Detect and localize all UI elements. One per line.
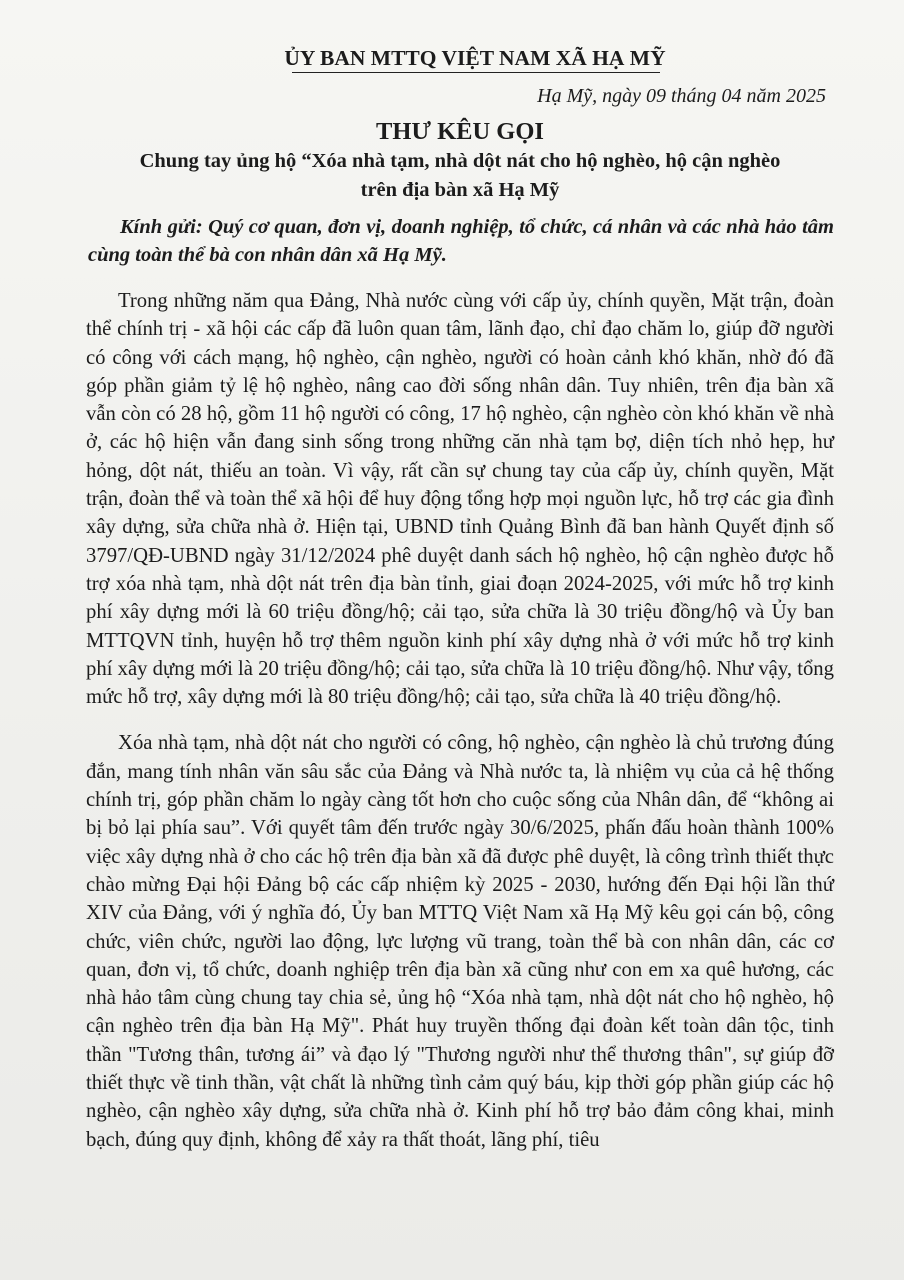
organization-header: ỦY BAN MTTQ VIỆT NAM XÃ HẠ MỸ: [284, 46, 666, 70]
header-underline: [292, 72, 660, 73]
letter-subtitle-line2: trên địa bàn xã Hạ Mỹ: [360, 179, 560, 201]
body-paragraph-1: Trong những năm qua Đảng, Nhà nước cùng với cấp ủy, chính quyền, Mặt trận, đoàn thể chính trị - xã hội các cấp đã luôn quan tâm, lãnh đạo, chỉ đạo chăm lo, giúp đỡ người có công với cách mạng, hộ nghèo, cận nghèo, người có hoàn cảnh khó khăn, nhờ đó đã góp phần giảm tỷ lệ hộ nghèo, nâng cao đời sống nhân dân. Tuy nhiên, trên địa bàn xã vẫn còn có 28 hộ, gồm 11 hộ người có công, 17 hộ nghèo, cận nghèo còn khó khăn về nhà ở, các hộ hiện vẫn đang sinh sống trong những căn nhà tạm bợ, diện tích nhỏ hẹp, hư hỏng, dột nát, thiếu an toàn. Vì vậy, rất cần sự chung tay của cấp ủy, chính quyền, Mặt trận, đoàn thể và toàn thể xã hội để huy động tổng hợp mọi nguồn lực, hỗ trợ các gia đình xây dựng, sửa chữa nhà ở. Hiện tại, UBND tỉnh Quảng Bình đã ban hành Quyết định số 3797/QĐ-UBND ngày 31/12/2024 phê duyệt danh sách hộ nghèo, hộ cận nghèo được hỗ trợ xóa nhà tạm, nhà dột nát trên địa bàn tỉnh, giai đoạn 2024-2025, với mức hỗ trợ kinh phí xây dựng mới là 60 triệu đồng/hộ; cải tạo, sửa chữa là 30 triệu đồng/hộ và Ủy ban MTTQVN tỉnh, huyện hỗ trợ thêm nguồn kinh phí xây dựng nhà ở với mức hỗ trợ kinh phí xây dựng mới là 20 triệu đồng/hộ; cải tạo, sửa chữa là 10 triệu đồng/hộ. Như vậy, tổng mức hỗ trợ, xây dựng mới là 80 triệu đồng/hộ; cải tạo, sửa chữa là 40 triệu đồng/hộ.: [86, 290, 834, 709]
letter-title: THƯ KÊU GỌI: [376, 118, 544, 145]
salutation: Kính gửi: Quý cơ quan, đơn vị, doanh nghiệp, tổ chức, cá nhân và các nhà hảo tâm cùng toàn thể bà con nhân dân xã Hạ Mỹ.: [88, 216, 834, 266]
letter-subtitle-line1: Chung tay ủng hộ “Xóa nhà tạm, nhà dột nát cho hộ nghèo, hộ cận nghèo: [139, 150, 781, 172]
body-paragraph-2: Xóa nhà tạm, nhà dột nát cho người có công, hộ nghèo, cận nghèo là chủ trương đúng đắn, mang tính nhân văn sâu sắc của Đảng và Nhà nước ta, là nhiệm vụ của cả hệ thống chính trị, góp phần chăm lo ngày càng tốt hơn cho cuộc sống của Nhân dân, để “không ai bị bỏ lại phía sau”. Với quyết tâm đến trước ngày 30/6/2025, phấn đấu hoàn thành 100% việc xây dựng nhà ở cho các hộ trên địa bàn xã đã được phê duyệt, là công trình thiết thực chào mừng Đại hội Đảng bộ các cấp nhiệm kỳ 2025 - 2030, hướng đến Đại hội lần thứ XIV của Đảng, với ý nghĩa đó, Ủy ban MTTQ Việt Nam xã Hạ Mỹ kêu gọi cán bộ, công chức, viên chức, người lao động, lực lượng vũ trang, toàn thể bà con nhân dân, các cơ quan, đơn vị, tổ chức, doanh nghiệp trên địa bàn xã cũng như con em xa quê hương, các nhà hảo tâm cùng chung tay chia sẻ, ủng hộ “Xóa nhà tạm, nhà dột nát cho hộ nghèo, hộ cận nghèo trên địa bàn Hạ Mỹ". Phát huy truyền thống đại đoàn kết toàn dân tộc, tinh thần "Tương thân, tương ái” và đạo lý "Thương người như thể thương thân", sự giúp đỡ thiết thực về tinh thần, vật chất là những tình cảm quý báu, kịp thời góp phần giúp các hộ nghèo, cận nghèo xây dựng, sửa chữa nhà ở. Kinh phí hỗ trợ bảo đảm công khai, minh bạch, đúng quy định, không để xảy ra thất thoát, lãng phí, tiêu: [86, 732, 834, 1151]
date-line: Hạ Mỹ, ngày 09 tháng 04 năm 2025: [537, 85, 826, 107]
